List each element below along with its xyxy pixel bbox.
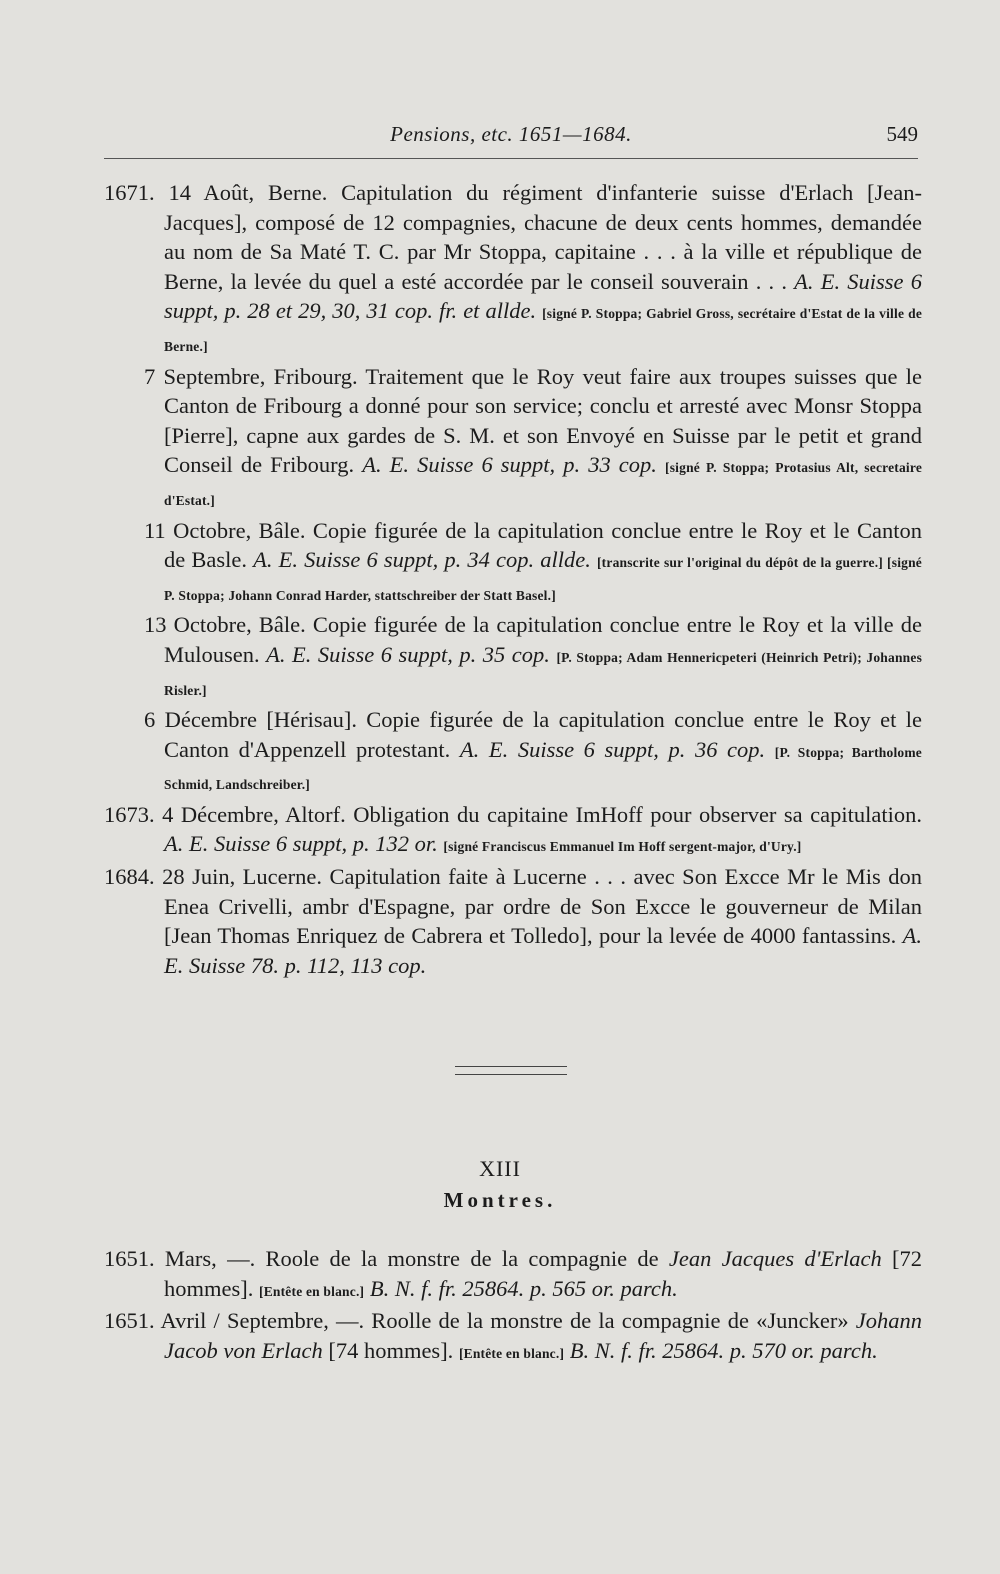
entry-text: 11 Octobre, Bâle. Copie figurée de la capitulation conclue entre le Roy et le Canton de Basle. [144, 517, 922, 573]
entry-note: [signé P. Stoppa; Protasius Alt, secretaire d'Estat.] [164, 460, 923, 508]
entry-note: [P. Stoppa; Adam Hennericpeteri (Heinrich Petri); Johannes Risler.] [164, 649, 923, 698]
entry-text: 13 Octobre, Bâle. Copie figurée de la capitulation conclue entre le Roy et la ville de Mulousen. [144, 612, 922, 667]
running-title: Pensions, etc. 1651—1684. [390, 122, 632, 146]
entry-1651-avril [104, 1306, 922, 1368]
entry-1651-mars [104, 1244, 922, 1306]
page-number: 549 [886, 122, 918, 146]
entry-note: [Entête en blanc.] [458, 1345, 565, 1361]
entry-note: [signé P. Stoppa; Gabriel Gross, secrétaire d'Estat de la ville de Berne.] [164, 306, 923, 354]
entry-text: 1651. Mars, —. Roole de la monstre de la compagnie de [104, 1246, 669, 1271]
entry-citation: A. E. Suisse 6 suppt, p. 36 cop. [459, 736, 766, 762]
entry-citation: A. E. Suisse 6 suppt, p. 34 cop. allde. [253, 547, 591, 573]
entry-1671-dec [104, 705, 922, 800]
entry-1684 [104, 862, 922, 980]
entry-citation: A. E. Suisse 78. p. 112, 113 cop. [164, 923, 922, 978]
entry-note: [signé Franciscus Emmanuel Im Hoff sergent-major, d'Ury.] [443, 839, 802, 855]
entry-text: 1651. Avril / Septembre, —. Roolle de la monstre de la compagnie de «Juncker» [104, 1308, 856, 1334]
entry-citation: B. N. f. fr. 25864. p. 565 or. parch. [364, 1275, 678, 1301]
entry-1671-sept [104, 362, 922, 516]
section-title: Montres. [443, 1188, 557, 1212]
entry-person: Jean Jacques d'Erlach [668, 1246, 882, 1271]
entry-count: [72 hommes]. [164, 1246, 922, 1301]
entry-1671-oct-11 [104, 516, 922, 611]
entry-1673 [104, 800, 922, 862]
entry-person: Johann Jacob von Erlach [164, 1308, 922, 1363]
entry-note: [transcrite sur l'original du dépôt de la guerre.] [signé P. Stoppa; Johann Conrad Harder, stattschreiber der Statt Basel.] [164, 555, 922, 603]
entry-note: [Entête en blanc.] [259, 1283, 365, 1299]
entry-text: 1673. 4 Décembre, Altorf. Obligation du capitaine ImHoff pour observer sa capitulation. [104, 801, 922, 827]
entry-text: 6 Décembre [Hérisau]. Copie figurée de la capitulation conclue entre le Roy et le Canton d'Appenzell protestant. [144, 707, 922, 762]
entry-1671-oct-13 [104, 610, 922, 705]
entry-count: [74 hommes]. [322, 1337, 459, 1363]
page-header [104, 118, 918, 159]
entry-citation: A. E. Suisse 6 suppt, p. 33 cop. [362, 452, 657, 478]
entry-text: 1684. 28 Juin, Lucerne. Capitulation faite à Lucerne . . . avec Son Excce Mr le Mis don Enea Crivelli, ambr d'Espagne, par ordre de Son Excce le gouverneur de Milan [Jean Thomas Enriquez de Cabrera et Tolledo], pour la levée de 4000 fantassins. [104, 864, 922, 949]
section-number: XIII [479, 1156, 521, 1181]
entry-citation: A. E. Suisse 6 suppt, p. 35 cop. [266, 641, 550, 667]
entry-citation: A. E. Suisse 6 suppt, p. 28 et 29, 30, 31 cop. fr. et allde. [164, 268, 922, 324]
entry-1671-aout [104, 178, 922, 362]
entry-citation: B. N. f. fr. 25864. p. 570 or. parch. [564, 1337, 878, 1363]
montres-entries [104, 1244, 922, 1368]
entry-citation: A. E. Suisse 6 suppt, p. 132 or. [164, 831, 438, 857]
pensions-entries [104, 178, 922, 980]
entry-text: 1671. 14 Août, Berne. Capitulation du régiment d'infanterie suisse d'Erlach [Jean-Jacques], composé de 12 compagnies, chacune de deux cents hommes, demandée au nom de Sa Maté T. C. par Mr Stoppa, capitaine . . . à la ville et république de Berne, la levée du quel a esté accordée par le conseil souverain . . . [104, 180, 922, 294]
entry-note: [P. Stoppa; Bartholome Schmid, Landschreiber.] [164, 744, 922, 793]
entry-text: 7 Septembre, Fribourg. Traitement que le Roy veut faire aux troupes suisses que le Canton de Fribourg a donné pour son service; conclu et arresté avec Monsr Stoppa [Pierre], capne aux gardes de S. M. et son Envoyé en Suisse par le petit et grand Conseil de Fribourg. [144, 363, 922, 478]
section-divider [455, 1066, 567, 1075]
